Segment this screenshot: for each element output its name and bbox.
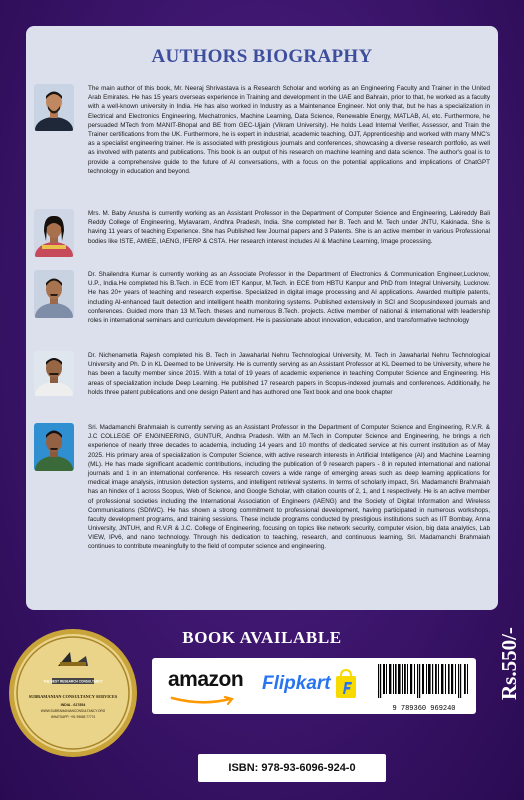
author-bio-text: Dr. Nichenametla Rajesh completed his B. Tech in Jawaharlal Nehru Technological University, M. Tech in Jawaharlal Nehru Technological University and Ph. D in KL Deemed to be University. He is currently serving as an Assistant Professor at KL Deemed to be University, where he has been a faculty member since 2015. With a total of 19 years of academic experience in teaching Computer Science and Engineering. His areas of specialization include Deep Learning. He published 17 research papers in Scopus-indexed journals and conferences. Additionally, he holds three patent publications and one design Patent and has authored one Text book and one book chapter [88,352,490,396]
svg-text:INDIA - 627854: INDIA - 627854 [60,703,86,707]
amazon-wordmark: amazon [168,668,244,691]
barcode-number: 9 789360 969240 [392,705,456,713]
author-portrait-icon [34,351,74,396]
flipkart-logo[interactable] [262,669,357,699]
author-bio-text: Dr. Shailendra Kumar is currently working as an Associate Professor in the Department of Electronics & Communication Engineer,Lucknow, U.P., India.He completed his B.Tech. in ECE from IET Kanpur, M.Tech. in ECE from HBTU Kanpur and PhD from Integral University, Lucknow. He has 20+ years of teaching and research expertise. Specialized in digital image processing and AI applications. Awarded multiple patents, including AI-enhanced fault detection and intelligent health monitoring systems. Published extensively in SCI and Scopusindexed journals and conferences. Guided more than 13 M.Tech. theses and numerous B.Tech. projects. Active member of national & international with leadership roles in international seminars and curriculum development. He is passionate about innovation, education, and transformative technology [88,271,490,324]
flipkart-wordmark: Flipkart [262,673,331,694]
isbn-barcode [376,662,472,713]
author-photo-3 [34,270,74,318]
author-portrait-icon [34,423,74,471]
author-photo-4 [34,351,74,396]
svg-text:WHATSAPP: +91 99665 77774: WHATSAPP: +91 99665 77774 [50,715,96,719]
price-label: Rs.550/- [497,627,521,700]
author-bio-3 [34,270,490,325]
book-available-heading: BOOK AVAILABLE [182,628,342,647]
author-portrait-icon [34,209,74,257]
svg-text:THE BEST RESEARCH CONSULTANCY: THE BEST RESEARCH CONSULTANCY [43,679,103,684]
author-bio-4 [34,351,490,397]
amazon-smile-icon [168,696,238,705]
amazon-logo[interactable] [168,668,243,710]
page-title: AUTHORS BIOGRAPHY [151,46,373,67]
author-bio-5 [34,423,490,552]
author-portrait-icon [34,270,74,318]
author-portrait-icon [34,84,74,131]
author-photo-5 [34,423,74,471]
author-photo-1 [34,84,74,131]
author-bio-2 [34,209,490,257]
svg-text:SUBRAMANIAN CONSULTANCY SERVIC: SUBRAMANIAN CONSULTANCY SERVICES [28,694,118,699]
author-bio-text: Mrs. M. Baby Anusha is currently working as an Assistant Professor in the Department of Computer Science and Engineering, Lakireddy Bali Reddy College of Engineering, Mylavaram, Andhra Pradesh, India. She completed her B. Tech and M. Tech under JNTU, Kakinada. She is having 11 years of teaching Experience. She has Published few Journal papers and 3 Patents. She is an active member in various Professional bodies like ISTE, AMIEE, IAENG, IFERP & CSTA. Her research interest includes AI & Machine Learning, Image processing. [88,210,490,245]
author-photo-2 [34,209,74,257]
isbn-label: ISBN: 978-93-6096-924-0 [198,754,386,782]
author-bio-1 [34,84,490,176]
author-biography-panel [26,26,498,610]
barcode-icon [376,662,472,700]
author-bio-text: Sri. Madamanchi Brahmaiah is currently serving as an Assistant Professor in the Department of Computer Science and Engineering, R.V.R. & J.C COLLEGE OF ENGINEERING, GUNTUR, Andhra Pradesh. With an M.Tech in Computer Science and Engineering, he brings a rich experience of nearly three decades to academia, including 14 years and 10 months of dedicated service at his current institution as of May 2025. His primary area of specialization is Computer Science, with active research interests in Artificial Intelligence (AI) and Machine Learning (ML). He has made significant academic contributions, including the publication of 9 research papers - 8 in reputed international and national journals and 1 in an international conference. His research covers a wide range of emerging areas such as deep learning applications for medical image analysis, intrusion detection systems, and intelligent retrieval systems. In terms of scholarly impact, Sri. Madamanchi Brahmaiah has an hindex of 1 across Scopus, Web of Science, and Google Scholar, with citation counts of 2, 1, and 1 respectively. He is an active member of professional societies including the International Association of Engineers (IAENG) and the Society of Digital Information and Wireless Communications (SDIWC). He has shown a strong commitment to professional development, having participated in numerous workshops, faculty development programs, and training sessions. These include programs conducted by prestigious institutions such as IIT Bombay, Anna University, JNTUH, and R.V.R & J.C. College of Engineering, focusing on topics like network security, computer vision, big data analytics, Lab VIEW, IPv6, and nano technology. Through his dedication to teaching, research, and continuous learning, Sri. Madamanchi Brahmaiah continues to contribute meaningfully to the field of computer science and engineering. [88,424,490,551]
svg-text:WWW.SUBRAMANIANCONSULTANCY.ORG: WWW.SUBRAMANIANCONSULTANCY.ORG [40,709,106,713]
author-bio-text: The main author of this book, Mr. Neeraj Shrivastava is a Research Scholar and working as an Engineering Faculty and Trainer in the United Arab Emirates. He has 15 years overseas experience in Training and development in the UAE and Bahrain, prior to that, he worked as a faculty with a well-known university in India. He has also worked in Industry as a Maintenance Engineer. Not only that, but he has a specialization in Electrical and Electronics Engineering, Mechatronics, Machine Learning, Data Science, Renewable Energy, MATLAB, AI, etc. Furthermore, he persuaded MTech from MANIT-Bhopal and BE from GEC-Ujjain (Vikram University). He holds Lead Internal Verifier, Assessor, and Train the Trainer certifications from the UK. Furthermore, he is expert in industrial, academic teaching, OJT, Apprenticeship and worked with many MNC's as a specialist engineering trainer. He is associated with prestigious journals and conferences, showcasing a diverse research portfolio, as well as involved with patents and publications. This book is an output of his research on machine learning and data science. The author's goal is to provide a comprehensive guide to the future of AI conversations, with a focus on the potential applications and implications of ChatGPT technology in education and beyond. [88,85,490,175]
flipkart-bag-icon [335,669,357,699]
store-logos-strip [152,658,476,714]
